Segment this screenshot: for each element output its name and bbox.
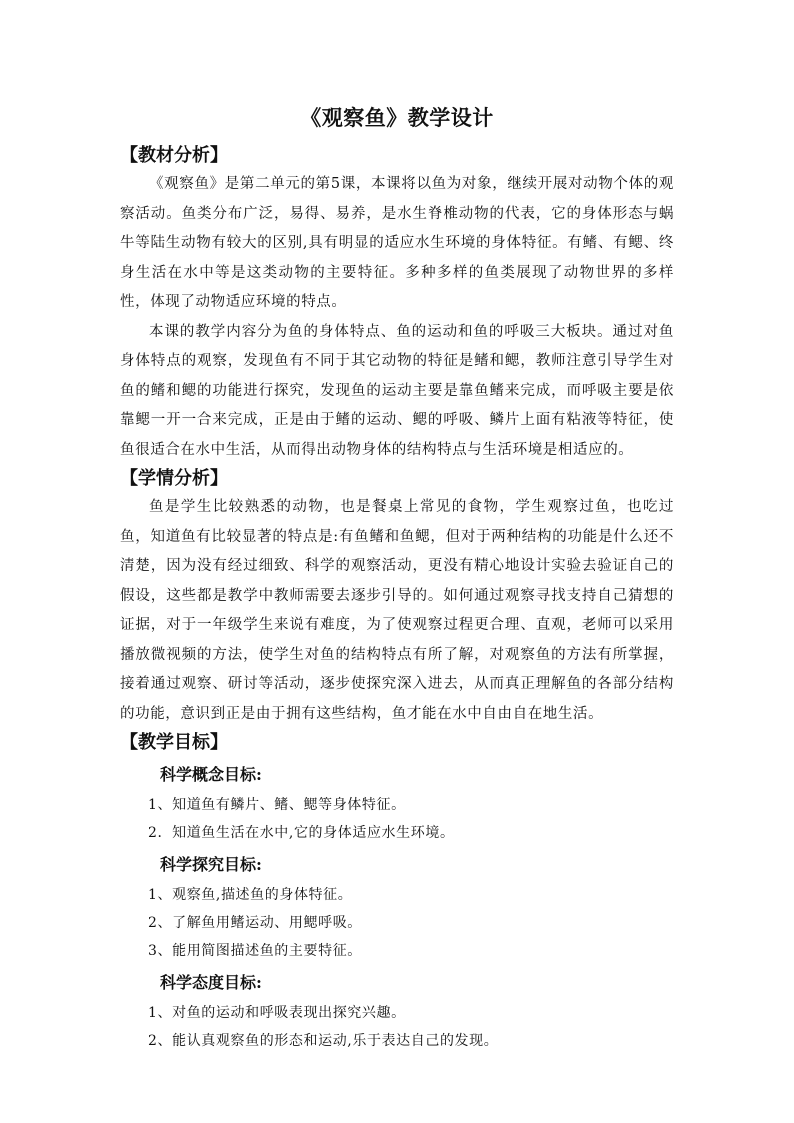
goal-subheading: 科学探究目标:: [160, 855, 262, 874]
paragraph: 《观察鱼》是第二单元的第5课，本课将以鱼为对象，继续开展对动物个体的观察活动。鱼类分布广泛，易得、易养，是水生脊椎动物的代表，它的身体形态与蜗牛等陆生动物有较大的区别,具有明显的适应水生环境的身体特征。有鳍、有鳃、终身生活在水中等是这类动物的主要特征。多种多样的鱼类展现了动物世界的多样性，体现了动物适应环境的特点。: [120, 176, 674, 310]
goal-item: 2．知道鱼生活在水中,它的身体适应水生环境。: [148, 825, 455, 841]
goal-list: [120, 791, 674, 847]
goal-subheading: 科学态度目标:: [160, 973, 262, 992]
goal-subheading: 科学概念目标:: [160, 765, 262, 784]
section-textbook-analysis: [120, 142, 674, 465]
section-heading: 【教学目标】: [120, 732, 228, 753]
goal-group-inquiry: [120, 851, 674, 965]
goal-item: 3、能用简图描述鱼的主要特征。: [148, 943, 362, 959]
document-title: 《观察鱼》教学设计: [300, 105, 494, 130]
goal-list: [120, 999, 674, 1055]
section-heading: 【教材分析】: [120, 145, 228, 166]
paragraph: 鱼是学生比较熟悉的动物，也是餐桌上常见的食物，学生观察过鱼，也吃过鱼，知道鱼有比较显著的特点是:有鱼鳍和鱼鳃，但对于两种结构的功能是什么还不清楚，因为没有经过细致、科学的观察活动，更没有精心地设计实验去验证自己的假设，这些都是教学中教师需要去逐步引导的。如何通过观察寻找支持自己猜想的证据，对于一年级学生来说有难度，为了使观察过程更合理、直观，老师可以采用播放微视频的方法，使学生对鱼的结构特点有所了解，对观察鱼的方法有所掌握，接着通过观察、研讨等活动，逐步使探究深入进去，从而真正理解鱼的各部分结构的功能，意识到正是由于拥有这些结构，鱼才能在水中自由自在地生活。: [120, 499, 674, 722]
goal-item: 1、对鱼的运动和呼吸表现出探究兴趣。: [148, 1005, 406, 1021]
goal-group-attitude: [120, 969, 674, 1055]
goal-item: 2、能认真观察鱼的形态和运动,乐于表达自己的发现。: [148, 1033, 499, 1049]
goal-list: [120, 881, 674, 965]
section-heading: 【学情分析】: [120, 468, 228, 489]
goal-group-concept: [120, 761, 674, 847]
goal-item: 1、观察鱼,描述鱼的身体特征。: [148, 887, 353, 903]
section-teaching-goals: [120, 729, 674, 1055]
paragraph: 本课的教学内容分为鱼的身体特点、鱼的运动和鱼的呼吸三大板块。通过对鱼身体特点的观察，发现鱼有不同于其它动物的特征是鳍和鳃，教师注意引导学生对鱼的鳍和鳃的功能进行探究，发现鱼的运动主要是靠鱼鳍来完成，而呼吸主要是依靠鳃一开一合来完成，正是由于鳍的运动、鳃的呼吸、鳞片上面有粘液等特征，使鱼很适合在水中生活，从而得出动物身体的结构特点与生活环境是相适应的。: [120, 323, 674, 458]
goal-item: 2、了解鱼用鳍运动、用鳃呼吸。: [148, 915, 362, 931]
section-student-analysis: [120, 465, 674, 729]
goal-item: 1、知道鱼有鳞片、鳍、鳃等身体特征。: [148, 797, 406, 813]
